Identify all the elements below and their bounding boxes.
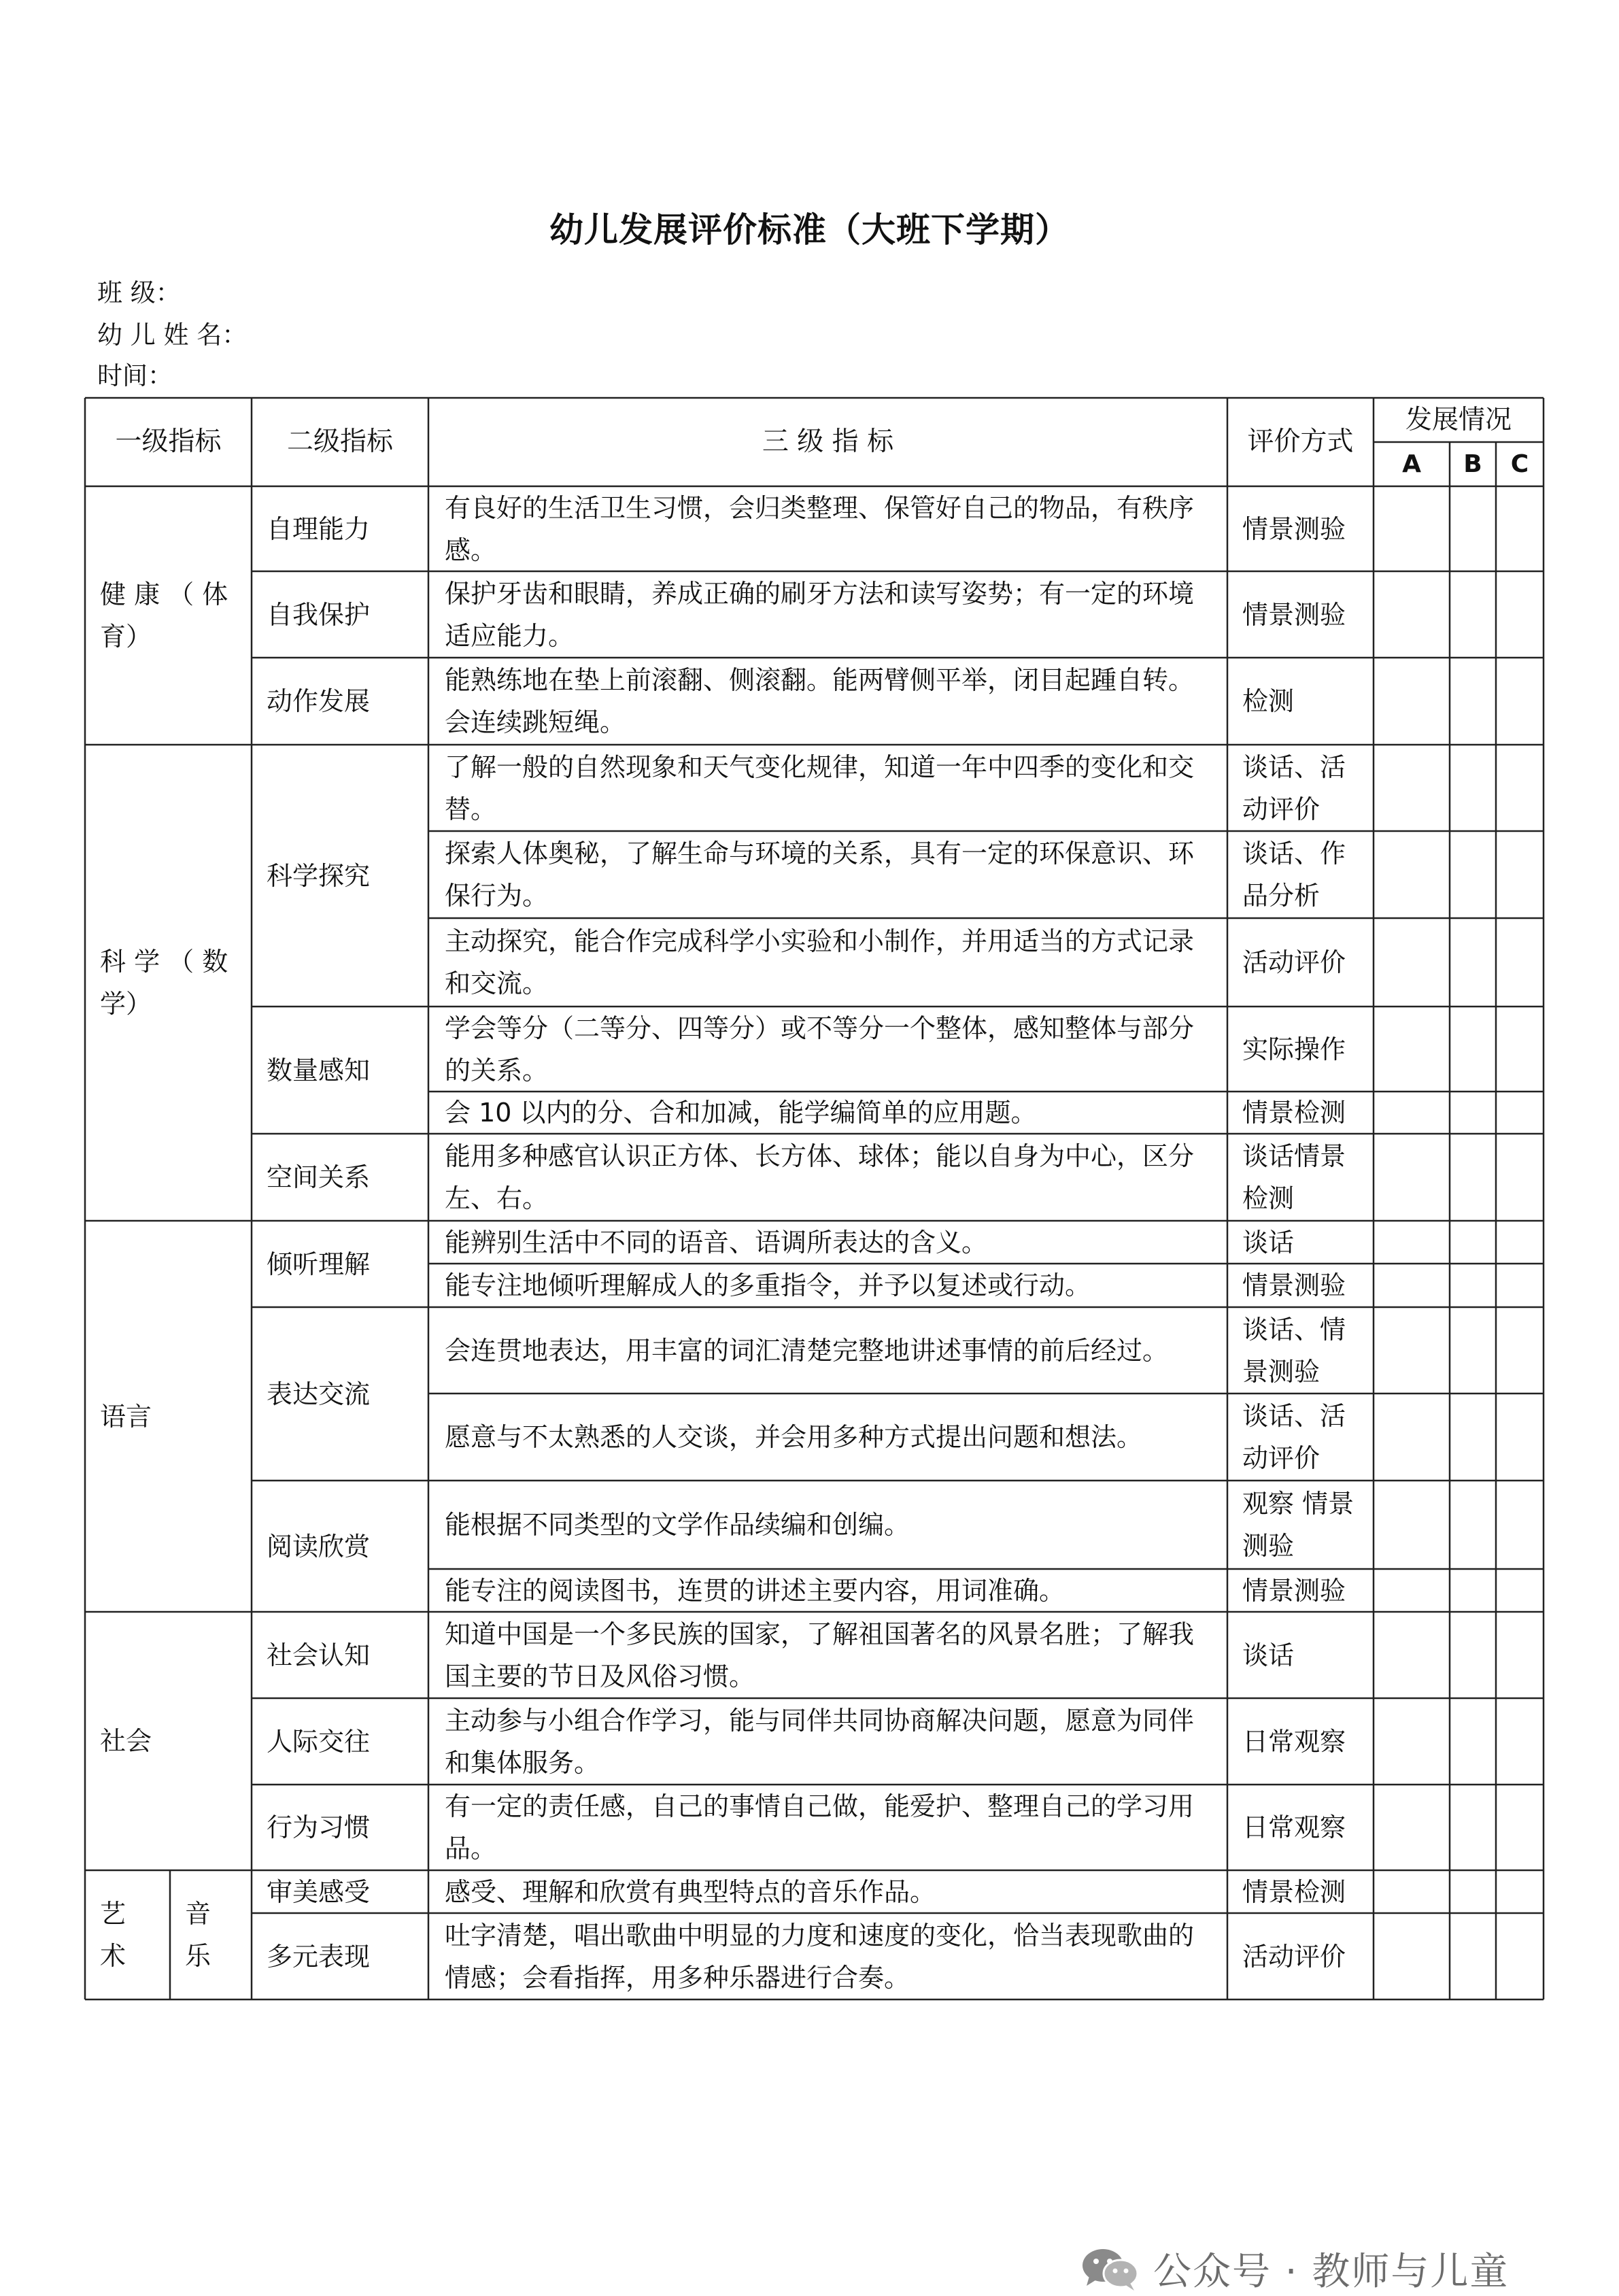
class-label: 班 级：: [97, 278, 181, 307]
level2-habits: 行为习惯: [267, 1812, 371, 1842]
level2-reading: 阅读欣赏: [267, 1531, 371, 1561]
header-level2: 二级指标: [286, 426, 393, 457]
indicator-text: 有良好的生活卫生习惯，会归类整理、保管好自己的物品，有秩序感。: [445, 492, 1195, 565]
level2-motor: 动作发展: [267, 686, 371, 716]
indicator-text: 了解一般的自然现象和天气变化规律，知道一年中四季的变化和交替。: [445, 752, 1195, 824]
header-grade-a: A: [1402, 450, 1421, 478]
method-cell: 情景检测: [1242, 1876, 1346, 1907]
method-cell: 实际操作: [1242, 1034, 1346, 1064]
time-label: 时间：: [97, 361, 173, 390]
indicator-text: 能辨别生活中不同的语音、语调所表达的含义。: [445, 1227, 988, 1257]
method-cell: 谈话、活动评价: [1242, 1401, 1346, 1473]
header-grade-c: C: [1510, 450, 1529, 478]
indicator-text: 能根据不同类型的文学作品续编和创编。: [445, 1510, 910, 1540]
method-cell: 谈话、作品分析: [1242, 839, 1346, 911]
method-cell: 观察 情景测验: [1242, 1489, 1354, 1561]
indicator-text: 感受、理解和欣赏有典型特点的音乐作品。: [445, 1876, 936, 1907]
level1-language: 语言: [100, 1401, 152, 1432]
header-level3: 三 级 指 标: [762, 426, 894, 457]
level2-aesthetic: 审美感受: [267, 1876, 371, 1907]
method-cell: 谈话: [1242, 1640, 1295, 1670]
level1-art-music: 音 乐: [185, 1899, 211, 1971]
header-method: 评价方式: [1247, 426, 1354, 457]
level2-performance: 多元表现: [267, 1941, 371, 1972]
indicator-text: 能用多种感官认识正方体、长方体、球体；能以自身为中心，区分左、右。: [445, 1141, 1195, 1213]
level1-science: 科 学 （ 数 学）: [100, 947, 228, 1019]
indicator-text: 能熟练地在垫上前滚翻、侧滚翻。能两臂侧平举，闭目起踵自转。会连续跳短绳。: [445, 665, 1195, 737]
level1-art: 艺 术: [100, 1899, 126, 1971]
indicator-text: 主动参与小组合作学习，能与同伴共同协商解决问题，愿意为同伴和集体服务。: [445, 1705, 1195, 1778]
method-cell: 日常观察: [1242, 1726, 1346, 1757]
level2-interpersonal: 人际交往: [267, 1726, 371, 1757]
level2-social-cognition: 社会认知: [267, 1640, 371, 1670]
indicator-text: 能专注的阅读图书，连贯的讲述主要内容，用词准确。: [445, 1575, 1066, 1606]
header-development: 发展情况: [1405, 404, 1512, 435]
method-cell: 情景测验: [1242, 1575, 1346, 1606]
header-level1: 一级指标: [115, 426, 222, 457]
level2-self-care: 自理能力: [267, 513, 371, 544]
level2-number: 数量感知: [267, 1055, 371, 1085]
watermark: [1080, 2242, 1509, 2296]
child-name-label: 幼 儿 姓 名：: [97, 320, 248, 350]
method-cell: 情景测验: [1242, 1270, 1346, 1300]
indicator-text: 主动探究，能合作完成科学小实验和小制作，并用适当的方式记录和交流。: [445, 926, 1195, 998]
method-cell: 活动评价: [1242, 1941, 1346, 1972]
indicator-text: 能专注地倾听理解成人的多重指令，并予以复述或行动。: [445, 1270, 1091, 1300]
indicator-text: 会 10 以内的分、合和加减，能学编简单的应用题。: [445, 1098, 1037, 1128]
method-cell: 谈话情景检测: [1242, 1141, 1346, 1213]
method-cell: 检测: [1242, 686, 1295, 716]
method-cell: 情景检测: [1242, 1098, 1346, 1128]
watermark-text: 公众号 · 教师与儿童: [1153, 2250, 1510, 2294]
level1-health: 健 康 （ 体 育）: [100, 579, 228, 652]
indicator-text: 学会等分（二等分、四等分）或不等分一个整体，感知整体与部分的关系。: [445, 1013, 1195, 1085]
method-cell: 谈话、情景测验: [1242, 1314, 1346, 1387]
indicator-text: 吐字清楚，唱出歌曲中明显的力度和速度的变化，恰当表现歌曲的情感；会看指挥，用多种乐器进行合奏。: [445, 1920, 1195, 1993]
level1-society: 社会: [100, 1726, 152, 1756]
method-cell: 活动评价: [1242, 947, 1346, 977]
method-cell: 谈话: [1242, 1227, 1295, 1257]
page-title: 幼儿发展评价标准（大班下学期）: [549, 209, 1070, 250]
method-cell: 情景测验: [1242, 599, 1346, 630]
indicator-text: 保护牙齿和眼睛，养成正确的刷牙方法和读写姿势；有一定的环境适应能力。: [445, 578, 1195, 651]
indicator-text: 知道中国是一个多民族的国家，了解祖国著名的风景名胜；了解我国主要的节日及风俗习惯。: [445, 1619, 1195, 1691]
indicator-text: 有一定的责任感，自己的事情自己做，能爱护、整理自己的学习用品。: [445, 1791, 1195, 1863]
wechat-icon: [1080, 2245, 1141, 2293]
level2-expression: 表达交流: [267, 1379, 371, 1409]
header-grade-b: B: [1463, 450, 1482, 478]
indicator-text: 愿意与不太熟悉的人交谈，并会用多种方式提出问题和想法。: [445, 1422, 1143, 1452]
method-cell: 情景测验: [1242, 513, 1346, 544]
level2-spatial: 空间关系: [267, 1162, 371, 1192]
indicator-text: 会连贯地表达，用丰富的词汇清楚完整地讲述事情的前后经过。: [445, 1335, 1169, 1366]
indicator-text: 探索人体奥秘，了解生命与环境的关系，具有一定的环保意识、环保行为。: [445, 839, 1195, 911]
level2-listening: 倾听理解: [267, 1249, 371, 1279]
method-cell: 日常观察: [1242, 1812, 1346, 1842]
level2-science-explore: 科学探究: [267, 860, 371, 891]
level2-self-protect: 自我保护: [267, 599, 371, 630]
method-cell: 谈话、活动评价: [1242, 752, 1346, 824]
